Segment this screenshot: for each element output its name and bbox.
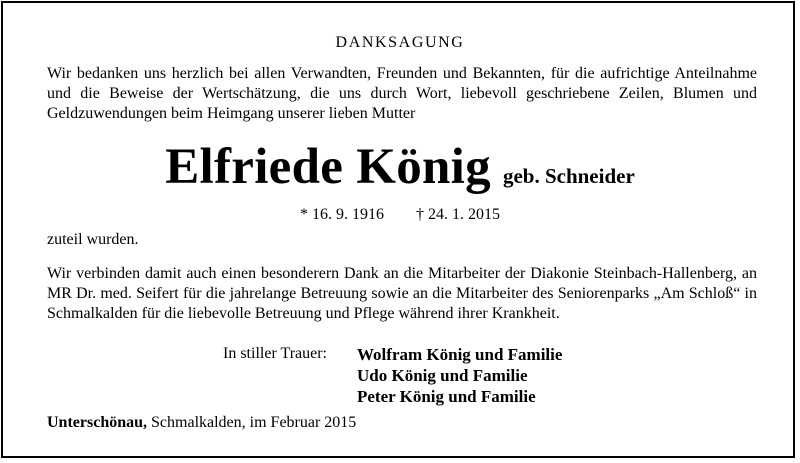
intro-end: zuteil wurden. <box>47 231 139 248</box>
mourning-label: In stiller Trauer: <box>223 345 327 362</box>
footer-place-date <box>47 414 356 432</box>
death-date: † 24. 1. 2015 <box>416 206 500 223</box>
mourner-family: Udo König und Familie <box>357 366 528 385</box>
deceased-name-line <box>0 138 800 196</box>
mourner-family: Wolfram König und Familie <box>357 345 563 364</box>
birth-date: * 16. 9. 1916 <box>300 206 384 223</box>
notice-heading: DANKSAGUNG <box>335 34 465 51</box>
deceased-birth-name: geb. Schneider <box>502 164 635 188</box>
intro-paragraph: Wir bedanken uns herzlich bei allen Verwandten, Freunden und Bekannten, für die aufrichtige Anteilnahme und die Beweise der Wertschätzung, die uns durch Wort, liebevoll geschriebene Zeilen, Blumen und Geldzuwendungen beim Heimgang unserer lieben Mutter <box>47 65 757 122</box>
deceased-name: Elfriede König <box>165 139 491 195</box>
mourner-list <box>357 344 562 407</box>
mourner-family: Peter König und Familie <box>357 387 536 406</box>
thanks-paragraph: Wir verbinden damit auch einen besonderern Dank an die Mitarbeiter der Diakonie Steinbach-Hallenberg, an MR Dr. med. Seifert für die jahrelange Betreuung sowie an die Mitarbeiter des Seniorenparks „Am Schloß“ in Schmalkalden für die liebevolle Betreuung und Pflege während ihrer Krankheit. <box>47 265 757 322</box>
footer-date: Schmalkalden, im Februar 2015 <box>147 414 357 431</box>
life-dates <box>0 206 800 224</box>
footer-place: Unterschönau, <box>47 414 148 431</box>
